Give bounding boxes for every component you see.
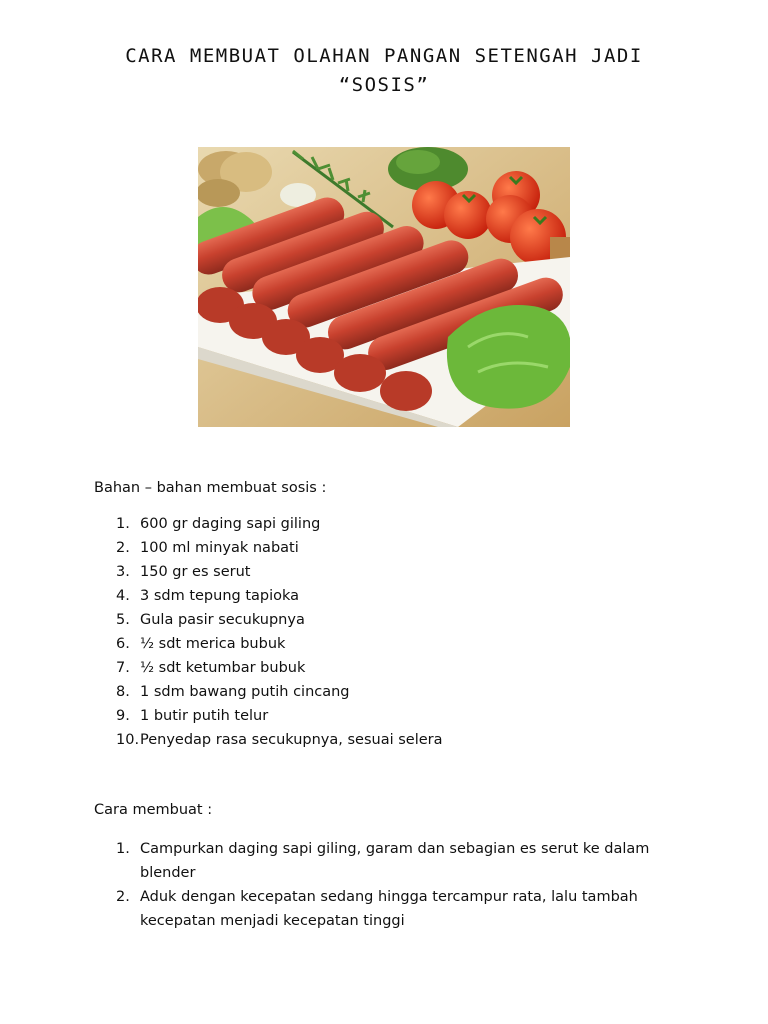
list-number: 5.: [116, 612, 130, 628]
list-item: [94, 537, 694, 561]
list-number: 8.: [116, 684, 130, 700]
list-item: [94, 837, 694, 885]
list-text: Campurkan daging sapi giling, garam dan sebagian es serut ke dalam blender: [140, 841, 650, 881]
list-item: [94, 561, 694, 585]
list-text: 1 butir putih telur: [140, 708, 269, 724]
title-line-2: “SOSIS”: [338, 74, 430, 96]
list-item: [94, 633, 694, 657]
document-title: [0, 42, 768, 100]
list-text: ½ sdt ketumbar bubuk: [140, 660, 306, 676]
list-item: [94, 681, 694, 705]
list-item: [94, 657, 694, 681]
list-item: [94, 705, 694, 729]
list-item: [94, 585, 694, 609]
list-number: 6.: [116, 636, 130, 652]
list-number: 2.: [116, 540, 130, 556]
list-text: 150 gr es serut: [140, 564, 251, 580]
list-text: Penyedap rasa secukupnya, sesuai selera: [140, 732, 443, 748]
list-text: 3 sdm tepung tapioka: [140, 588, 300, 604]
steps-heading: Cara membuat :: [94, 802, 213, 818]
list-number: 10.: [116, 732, 140, 748]
list-number: 1.: [116, 841, 130, 857]
list-number: 7.: [116, 660, 130, 676]
list-item: [94, 729, 694, 753]
title-line-1: CARA MEMBUAT OLAHAN PANGAN SETENGAH JADI: [125, 45, 643, 67]
list-text: ½ sdt merica bubuk: [140, 636, 286, 652]
ingredients-heading: Bahan – bahan membuat sosis :: [94, 480, 327, 496]
steps-list: [94, 837, 694, 933]
ingredients-list: [94, 513, 694, 753]
list-number: 3.: [116, 564, 130, 580]
list-text: 100 ml minyak nabati: [140, 540, 299, 556]
list-text: 1 sdm bawang putih cincang: [140, 684, 350, 700]
list-text: Gula pasir secukupnya: [140, 612, 305, 628]
list-number: 1.: [116, 516, 130, 532]
list-text: Aduk dengan kecepatan sedang hingga tercampur rata, lalu tambah kecepatan menjadi kecepatan tinggi: [140, 889, 638, 929]
list-item: [94, 609, 694, 633]
list-number: 2.: [116, 889, 130, 905]
list-number: 4.: [116, 588, 130, 604]
list-number: 9.: [116, 708, 130, 724]
list-text: 600 gr daging sapi giling: [140, 516, 321, 532]
list-item: [94, 513, 694, 537]
sausage-photo: [198, 147, 570, 427]
list-item: [94, 885, 694, 933]
